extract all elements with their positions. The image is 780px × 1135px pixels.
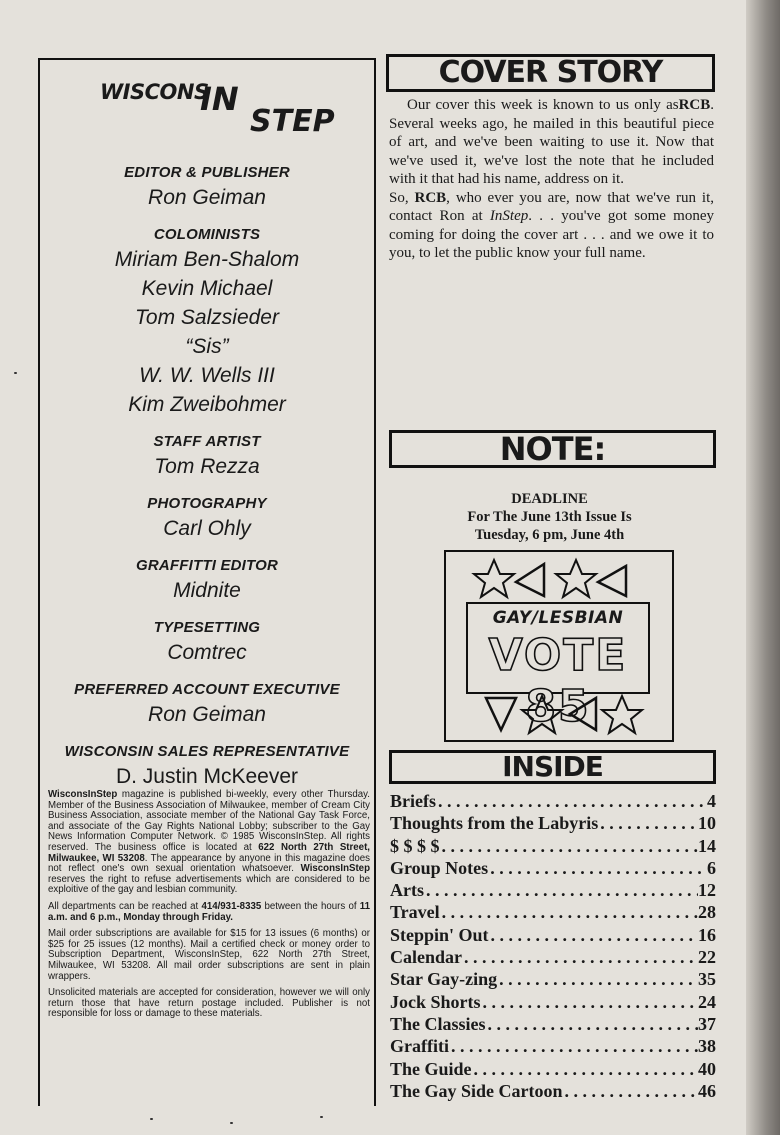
toc-row bbox=[390, 835, 716, 857]
staff-name: Midnite bbox=[173, 579, 241, 602]
toc-title: Star Gay-zing bbox=[390, 969, 498, 990]
cover-story-paragraph bbox=[389, 96, 714, 189]
business-address: 622 North 27th Street, Milwaukee, WI 53208 bbox=[48, 841, 370, 864]
toc-leader-dots bbox=[424, 879, 698, 901]
toc-title: $ $ $ $ bbox=[390, 835, 440, 856]
fine-text: between the hours of bbox=[261, 900, 360, 912]
toc-title: Arts bbox=[390, 880, 424, 901]
note-heading: NOTE: bbox=[389, 430, 716, 468]
toc-leader-dots bbox=[486, 1013, 698, 1035]
toc-page: 38 bbox=[698, 1036, 716, 1057]
toc-row bbox=[390, 1035, 716, 1057]
fine-print-paragraph bbox=[48, 902, 370, 923]
cover-story-paragraph bbox=[389, 189, 714, 263]
staff-name: Ron Geiman bbox=[148, 703, 266, 726]
staff-role: EDITOR & PUBLISHER bbox=[124, 164, 290, 181]
staff-name: Comtrec bbox=[167, 641, 247, 664]
phone-number: 414/931-8335 bbox=[201, 900, 262, 912]
staff-name: Kim Zweibohmer bbox=[128, 393, 286, 416]
toc-leader-dots bbox=[449, 1035, 698, 1057]
print-speck bbox=[230, 1122, 233, 1124]
vote-ad-line2: VOTE 85 bbox=[488, 630, 628, 732]
masthead-panel bbox=[38, 58, 376, 1106]
office-hours: 11 a.m. and 6 p.m., Monday through Friday. bbox=[48, 900, 370, 923]
fine-print-paragraph: Mail order subscriptions are available for $15 for 13 issues (6 months) or $25 for 25 issues (12 months). Mail a certified check or money order to Subscription Department, WisconsInStep, 622 North 27th Street, Milwaukee, WI 53208. All mail order subscriptions are sent in plain wrappers. bbox=[48, 928, 370, 982]
logo-part-step: STEP bbox=[250, 104, 335, 139]
toc-row bbox=[390, 857, 716, 879]
deadline-title: DEADLINE bbox=[511, 491, 588, 507]
staff-list bbox=[40, 148, 374, 789]
vote-ad-banner bbox=[466, 602, 650, 732]
toc-page: 37 bbox=[698, 1013, 716, 1034]
toc-leader-dots bbox=[440, 901, 698, 923]
toc-leader-dots bbox=[598, 812, 698, 834]
publication-fine-print bbox=[48, 790, 370, 1026]
magazine-name: InStep bbox=[489, 208, 529, 224]
toc-leader-dots bbox=[481, 991, 698, 1013]
toc-row bbox=[390, 812, 716, 834]
toc-title: Jock Shorts bbox=[390, 991, 481, 1012]
staff-role: WISCONSIN SALES REPRESENTATIVE bbox=[64, 743, 350, 760]
toc-title: The Gay Side Cartoon bbox=[390, 1080, 563, 1101]
fine-text: . The appearance by anyone in this magazine does not reflect one's own sexual orientation whatsoever. bbox=[48, 852, 370, 875]
toc-row bbox=[390, 790, 716, 812]
toc-title: Calendar bbox=[390, 947, 462, 968]
stars-triangles-top-graphic bbox=[446, 556, 672, 600]
toc-row bbox=[390, 879, 716, 901]
body-text: . Several weeks ago, he mailed in this beautiful piece of art, and we've been waiting to use it. Now that we've used it, we've lost the note that he included with it that had his name, address on it. bbox=[389, 97, 714, 187]
staff-name: “Sis” bbox=[185, 335, 229, 358]
print-speck bbox=[14, 372, 17, 374]
toc-leader-dots bbox=[462, 946, 698, 968]
fine-text: All departments can be reached at bbox=[48, 900, 202, 912]
toc-title: Group Notes bbox=[390, 857, 489, 878]
toc-page: 10 bbox=[698, 813, 716, 834]
artist-initials: RCB bbox=[414, 189, 447, 206]
staff-name: Ron Geiman bbox=[148, 186, 266, 209]
toc-leader-dots bbox=[489, 924, 698, 946]
staff-name: D. Justin McKeever bbox=[115, 765, 299, 788]
body-text: Our cover this week is known to us only as bbox=[407, 97, 679, 113]
toc-page: 6 bbox=[707, 857, 716, 878]
vote-ad-line1: GAY/LESBIAN bbox=[492, 608, 624, 628]
toc-row bbox=[390, 968, 716, 990]
staff-role: STAFF ARTIST bbox=[153, 433, 261, 450]
body-text: . . . you've got some money coming for doing the cover art . . . and we owe it to you, to let the public know your full name. bbox=[389, 208, 715, 261]
toc-page: 12 bbox=[698, 880, 716, 901]
toc-leader-dots bbox=[497, 968, 698, 990]
staff-role: TYPESETTING bbox=[153, 619, 261, 636]
staff-name: Tom Salzsieder bbox=[135, 306, 279, 329]
staff-name: Miriam Ben-Shalom bbox=[114, 248, 300, 271]
fine-text: reserves the right to refuse advertisements which are considered to be exploitive of the gay and lesbian community. bbox=[48, 873, 370, 896]
staff-name: W. W. Wells III bbox=[139, 364, 275, 387]
brand-name: WisconsInStep bbox=[48, 789, 118, 800]
staff-role: GRAFFITTI EDITOR bbox=[135, 557, 279, 574]
body-text: , who ever you are, now that we've run it, contact Ron at bbox=[389, 189, 714, 224]
toc-row bbox=[390, 991, 716, 1013]
toc-page: 28 bbox=[698, 902, 716, 923]
fine-text: magazine is published bi-weekly, every other Thursday. Member of the Business Association of Milwaukee, member of Cream City Business Association, associate member of the National Gay Task Force, and associate of the Gay Rights National Lobby; subscriber to the Gay News Information Computer Network. © 1985 WisconsInStep. All rights reserved. The business office is located at bbox=[48, 789, 370, 853]
staff-role: PREFERRED ACCOUNT EXECUTIVE bbox=[74, 681, 340, 698]
toc-page: 4 bbox=[707, 791, 716, 811]
magazine-logo bbox=[80, 70, 350, 142]
toc-leader-dots bbox=[436, 790, 707, 812]
deadline-issue: For The June 13th Issue Is bbox=[467, 509, 632, 525]
staff-role: PHOTOGRAPHY bbox=[147, 495, 267, 512]
toc-row bbox=[390, 946, 716, 968]
body-text: So, bbox=[389, 189, 415, 206]
toc-title: The Guide bbox=[390, 1058, 472, 1079]
toc-row bbox=[390, 1058, 716, 1080]
toc-page: 22 bbox=[698, 947, 716, 968]
toc-page: 14 bbox=[698, 835, 716, 856]
toc-title: The Classies bbox=[390, 1013, 486, 1034]
staff-name: Tom Rezza bbox=[154, 455, 260, 478]
staff-name: Carl Ohly bbox=[163, 517, 251, 540]
toc-page: 46 bbox=[698, 1080, 716, 1101]
page-edge-shadow bbox=[746, 0, 780, 1135]
fine-print-paragraph: Unsolicited materials are accepted for consideration, however we will only return those that have return postage included. Publisher is not responsible for loss or damage to these materials. bbox=[48, 987, 370, 1020]
stars-triangles-bottom-graphic bbox=[446, 692, 672, 736]
staff-role: COLOMINISTS bbox=[153, 226, 261, 243]
artist-initials: RCB bbox=[678, 97, 711, 113]
cover-story-heading: COVER STORY bbox=[386, 54, 715, 92]
toc-page: 16 bbox=[698, 924, 716, 945]
print-speck bbox=[320, 1116, 323, 1118]
toc-leader-dots bbox=[440, 835, 699, 857]
toc-leader-dots bbox=[472, 1058, 698, 1080]
logo-part-wiscons: WISCONS bbox=[100, 80, 209, 104]
toc-title: Travel bbox=[390, 902, 440, 923]
toc-page: 35 bbox=[698, 969, 716, 990]
fine-print-paragraph bbox=[48, 790, 370, 896]
deadline-notice bbox=[389, 490, 710, 544]
toc-title: Steppin' Out bbox=[390, 924, 489, 945]
toc-title: Graffiti bbox=[390, 1036, 449, 1057]
toc-title: Thoughts from the Labyris bbox=[390, 813, 599, 834]
toc-title: Briefs bbox=[390, 791, 436, 811]
deadline-date: Tuesday, 6 pm, June 4th bbox=[474, 527, 625, 543]
toc-row bbox=[390, 924, 716, 946]
toc-leader-dots bbox=[488, 857, 707, 879]
vote-85-ad bbox=[444, 550, 674, 742]
print-speck bbox=[150, 1118, 153, 1120]
logo-part-in: IN bbox=[200, 80, 239, 118]
toc-row bbox=[390, 1080, 716, 1102]
cover-story-body bbox=[389, 96, 714, 263]
staff-name: Kevin Michael bbox=[141, 277, 273, 300]
toc-row bbox=[390, 1013, 716, 1035]
toc-row bbox=[390, 901, 716, 923]
toc-page: 24 bbox=[698, 991, 716, 1012]
toc-page: 40 bbox=[698, 1058, 716, 1079]
table-of-contents bbox=[390, 790, 716, 1102]
brand-name: WisconsInStep bbox=[300, 863, 370, 875]
toc-leader-dots bbox=[563, 1080, 698, 1102]
inside-heading: INSIDE bbox=[389, 750, 716, 784]
